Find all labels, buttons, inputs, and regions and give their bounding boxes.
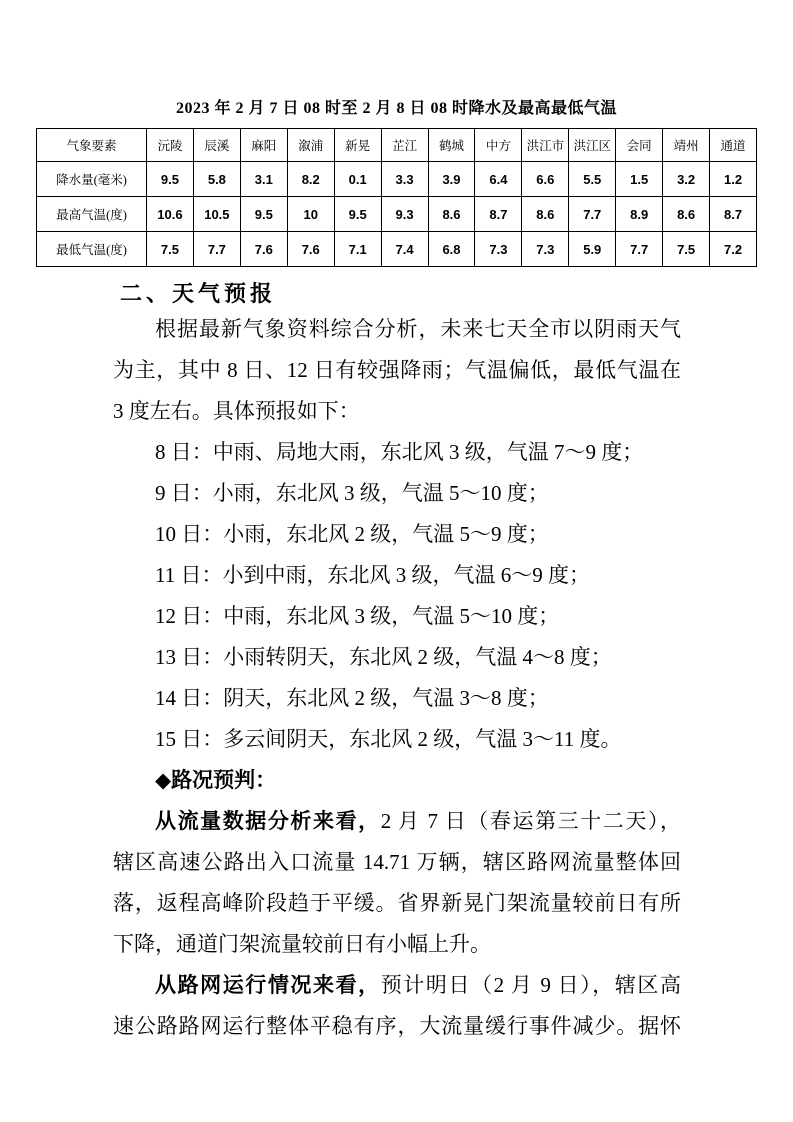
- cell-value: 7.1: [334, 232, 381, 267]
- header-cell-city: 溆浦: [287, 129, 334, 162]
- cell-value: 7.6: [287, 232, 334, 267]
- table-row-min-temp: [37, 232, 757, 267]
- paragraph-line: 速公路路网运行整体平稳有序，大流量缓行事件减少。据怀: [113, 1014, 681, 1038]
- section-heading-weather-forecast: 二、天气预报: [120, 281, 277, 306]
- table-header-row: [37, 129, 757, 162]
- cell-value: 1.2: [710, 162, 757, 197]
- paragraph-text: 预计明日（2 月 9 日），辖区高: [380, 973, 682, 997]
- header-cell-city: 辰溪: [193, 129, 240, 162]
- cell-value: 3.1: [240, 162, 287, 197]
- header-cell-city: 鹤城: [428, 129, 475, 162]
- daily-forecast-line: 8 日：中雨、局地大雨，东北风 3 级，气温 7～9 度；: [155, 440, 644, 464]
- cell-value: 8.6: [663, 197, 710, 232]
- header-cell-city: 通道: [710, 129, 757, 162]
- paragraph-text: 2 月 7 日（春运第三十二天），: [380, 809, 682, 833]
- cell-value: 6.8: [428, 232, 475, 267]
- header-cell-element: 气象要素: [37, 129, 147, 162]
- cell-value: 7.5: [663, 232, 710, 267]
- paragraph-line: 根据最新气象资料综合分析，未来七天全市以阴雨天气: [155, 317, 681, 341]
- daily-forecast-line: 12 日：中雨，东北风 3 级，气温 5～10 度；: [155, 604, 560, 628]
- table-row-precipitation: [37, 162, 757, 197]
- cell-value: 5.5: [569, 162, 616, 197]
- paragraph-line: 3 度左右。具体预报如下：: [113, 399, 360, 423]
- paragraph-line: [113, 801, 681, 842]
- cell-value: 7.7: [193, 232, 240, 267]
- cell-value: 5.9: [569, 232, 616, 267]
- cell-value: 9.3: [381, 197, 428, 232]
- cell-value: 9.5: [334, 197, 381, 232]
- paragraph-line: 辖区高速公路出入口流量 14.71 万辆，辖区路网流量整体回: [113, 850, 681, 874]
- cell-value: 6.4: [475, 162, 522, 197]
- bold-lead-text: 从流量数据分析来看，: [155, 809, 381, 833]
- cell-value: 7.2: [710, 232, 757, 267]
- cell-value: 8.6: [428, 197, 475, 232]
- cell-value: 7.3: [522, 232, 569, 267]
- header-cell-city: 靖州: [663, 129, 710, 162]
- cell-value: 3.3: [381, 162, 428, 197]
- table-title: 2023 年 2 月 7 日 08 时至 2 月 8 日 08 时降水及最高最低气温: [175, 100, 617, 117]
- header-cell-city: 会同: [616, 129, 663, 162]
- cell-value: 8.9: [616, 197, 663, 232]
- paragraph-line: 落，返程高峰阶段趋于平缓。省界新晃门架流量较前日有所: [113, 891, 681, 915]
- daily-forecast-line: 13 日：小雨转阴天，东北风 2 级，气温 4～8 度；: [155, 645, 612, 669]
- cell-value: 6.6: [522, 162, 569, 197]
- cell-value: 1.5: [616, 162, 663, 197]
- daily-forecast-list: [113, 432, 681, 760]
- header-cell-city: 洪江市: [522, 129, 569, 162]
- header-cell-city: 中方: [475, 129, 522, 162]
- bold-lead-text: 从路网运行情况来看，: [155, 973, 381, 997]
- cell-value: 8.2: [287, 162, 334, 197]
- cell-value: 7.4: [381, 232, 428, 267]
- header-cell-city: 麻阳: [240, 129, 287, 162]
- header-cell-city: 芷江: [381, 129, 428, 162]
- cell-value: 7.7: [616, 232, 663, 267]
- cell-value: 8.6: [522, 197, 569, 232]
- cell-value: 8.7: [475, 197, 522, 232]
- road-network-paragraph: [113, 965, 681, 1047]
- daily-forecast-line: 11 日：小到中雨，东北风 3 级，气温 6～9 度；: [155, 563, 590, 587]
- cell-value: 7.6: [240, 232, 287, 267]
- paragraph-line: [113, 965, 681, 1006]
- body-text: [113, 309, 681, 1047]
- cell-value: 3.9: [428, 162, 475, 197]
- cell-value: 9.5: [240, 197, 287, 232]
- daily-forecast-line: 9 日：小雨，东北风 3 级，气温 5～10 度；: [155, 481, 549, 505]
- daily-forecast-line: 10 日：小雨，东北风 2 级，气温 5～9 度；: [155, 522, 549, 546]
- cell-value: 10.6: [147, 197, 194, 232]
- paragraph-line: 下降，通道门架流量较前日有小幅上升。: [113, 932, 491, 956]
- header-cell-city: 沅陵: [147, 129, 194, 162]
- cell-value: 0.1: [334, 162, 381, 197]
- road-condition-heading: ◆路况预判：: [155, 768, 277, 792]
- weather-table: [36, 128, 757, 267]
- row-label: 降水量(毫米): [37, 162, 147, 197]
- cell-value: 9.5: [147, 162, 194, 197]
- cell-value: 10.5: [193, 197, 240, 232]
- traffic-flow-paragraph: [113, 801, 681, 965]
- daily-forecast-line: 14 日：阴天，东北风 2 级，气温 3～8 度；: [155, 686, 549, 710]
- daily-forecast-line: 15 日：多云间阴天，东北风 2 级，气温 3～11 度。: [155, 727, 622, 751]
- cell-value: 7.3: [475, 232, 522, 267]
- cell-value: 10: [287, 197, 334, 232]
- paragraph-line: 为主，其中 8 日、12 日有较强降雨；气温偏低，最低气温在: [113, 358, 681, 382]
- header-cell-city: 洪江区: [569, 129, 616, 162]
- cell-value: 7.7: [569, 197, 616, 232]
- row-label: 最低气温(度): [37, 232, 147, 267]
- cell-value: 8.7: [710, 197, 757, 232]
- cell-value: 7.5: [147, 232, 194, 267]
- row-label: 最高气温(度): [37, 197, 147, 232]
- header-cell-city: 新晃: [334, 129, 381, 162]
- cell-value: 5.8: [193, 162, 240, 197]
- cell-value: 3.2: [663, 162, 710, 197]
- table-row-max-temp: [37, 197, 757, 232]
- forecast-intro-paragraph: [113, 309, 681, 432]
